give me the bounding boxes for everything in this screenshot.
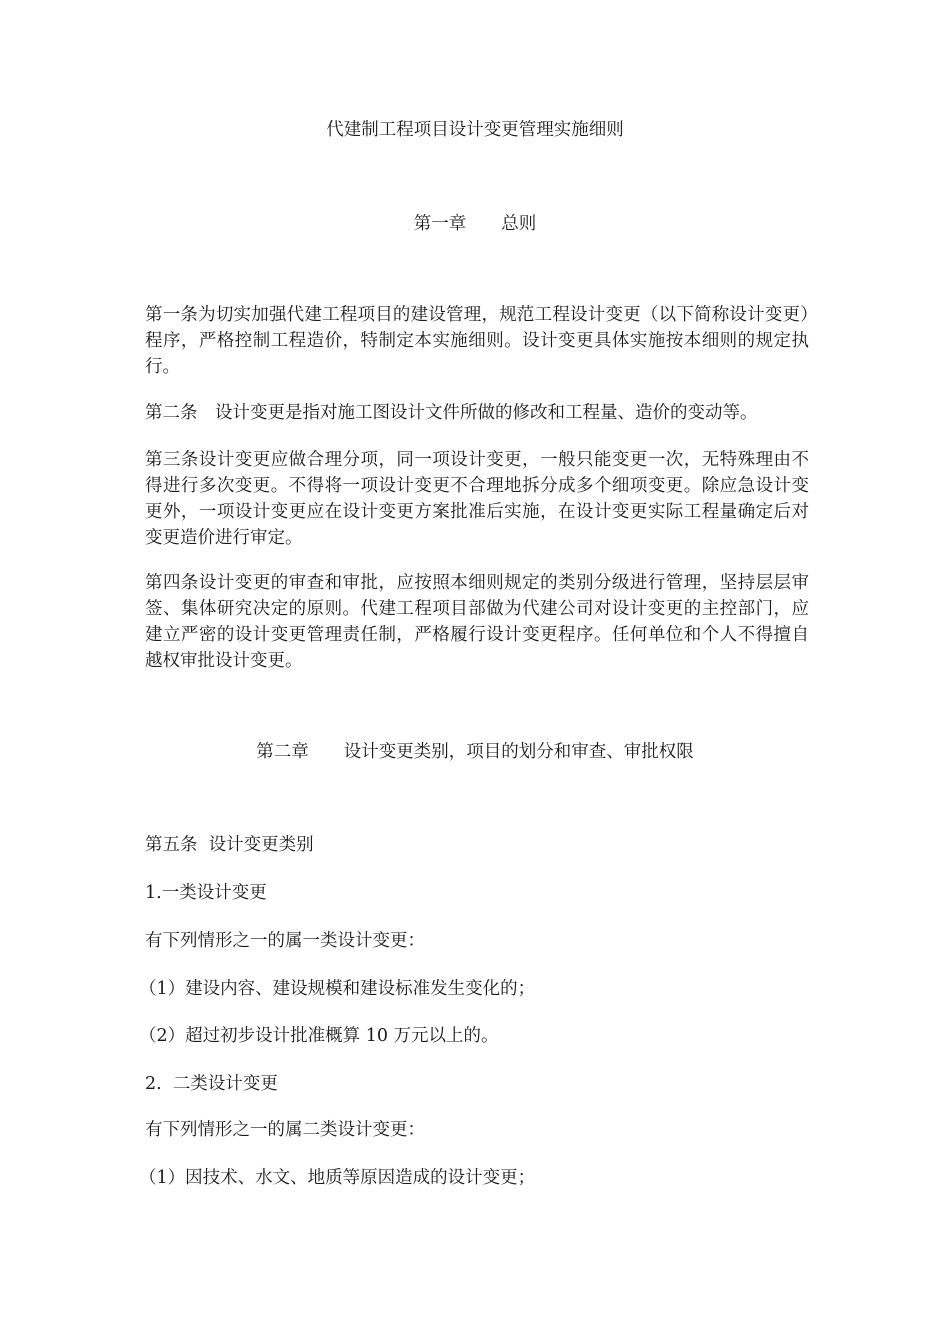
article-3: 第三条设计变更应做合理分项，同一项设计变更，一般只能变更一次，无特殊理由不得进行多次变更。不得将一项设计变更不合理地拆分成多个细项变更。除应急设计变更外，一项设计变更应在设计变更方案批准后实施，在设计变更实际工程量确定后对变更造价进行审定。 bbox=[145, 450, 809, 548]
document-title: 代建制工程项目设计变更管理实施细则 bbox=[326, 120, 624, 140]
chapter-2-heading: 第二章 设计变更类别，项目的划分和审查、审批权限 bbox=[256, 742, 694, 762]
item-2-intro: 有下列情形之一的属二类设计变更： bbox=[145, 1120, 425, 1140]
article-2: 第二条 设计变更是指对施工图设计文件所做的修改和工程量、造价的变动等。 bbox=[145, 403, 758, 423]
article-1: 第一条为切实加强代建工程项目的建设管理，规范工程设计变更（以下简称设计变更）程序，严格控制工程造价，特制定本实施细则。设计变更具体实施按本细则的规定执行。 bbox=[145, 305, 809, 377]
item-1-case-2: （2）超过初步设计批准概算 10 万元以上的。 bbox=[139, 1026, 499, 1046]
article-4: 第四条设计变更的审查和审批，应按照本细则规定的类别分级进行管理，坚持层层审签、集体研究决定的原则。代建工程项目部做为代建公司对设计变更的主控部门，应建立严密的设计变更管理责任制，严格履行设计变更程序。任何单位和个人不得擅自越权审批设计变更。 bbox=[145, 573, 809, 671]
article-5: 第五条 设计变更类别 bbox=[145, 835, 314, 855]
item-1-heading: 1.一类设计变更 bbox=[145, 883, 267, 903]
item-1-intro: 有下列情形之一的属一类设计变更： bbox=[145, 931, 425, 951]
item-2-heading: 2. 二类设计变更 bbox=[145, 1074, 278, 1094]
item-1-case-1: （1）建设内容、建设规模和建设标准发生变化的； bbox=[139, 979, 536, 999]
item-2-case-1: （1）因技术、水文、地质等原因造成的设计变更； bbox=[139, 1168, 536, 1188]
chapter-1-heading: 第一章 总则 bbox=[413, 214, 537, 234]
